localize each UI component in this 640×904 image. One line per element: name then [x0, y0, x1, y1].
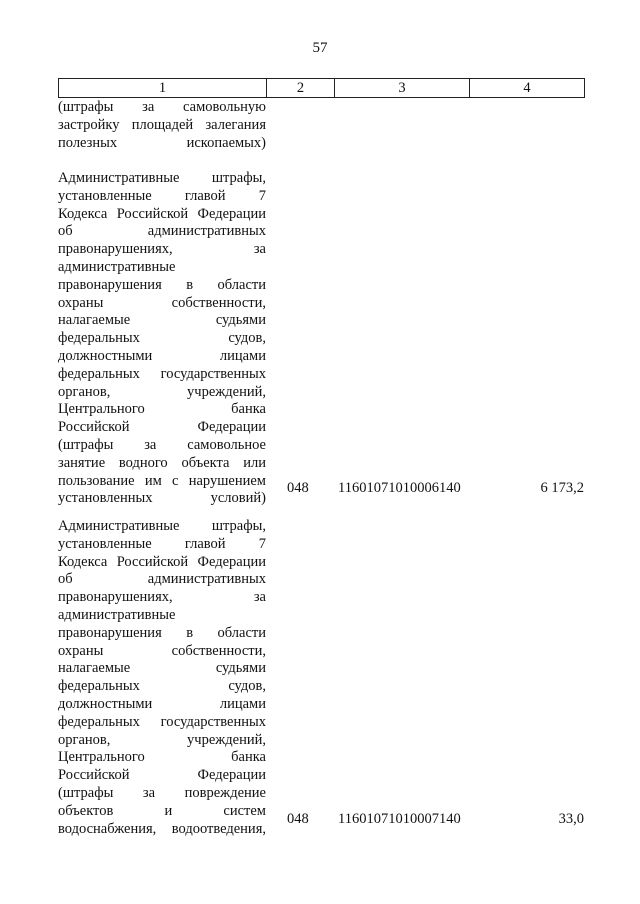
- desc-line: [58, 749, 266, 767]
- desc-line: [58, 241, 266, 259]
- word: самовольное: [187, 436, 266, 453]
- word: штрафы,: [211, 518, 266, 534]
- word: правонарушения: [58, 624, 162, 641]
- word: за: [142, 99, 155, 115]
- word: правонарушения: [58, 276, 162, 293]
- desc-line: [58, 696, 266, 714]
- word: залегания: [205, 116, 266, 133]
- desc-line: [58, 473, 266, 491]
- desc-line: [58, 170, 266, 188]
- desc-line: [58, 348, 266, 366]
- desc-line: [58, 518, 266, 536]
- word: охраны: [58, 294, 104, 311]
- word: административных: [147, 571, 266, 588]
- table-header: [58, 78, 585, 98]
- word: налагаемые: [58, 660, 131, 677]
- table-row-2-description: [58, 518, 266, 838]
- word: Кодекса: [58, 553, 108, 570]
- word: правонарушениях,: [58, 241, 173, 258]
- desc-line: [58, 295, 266, 313]
- desc-line: [58, 455, 266, 473]
- desc-line: [58, 188, 266, 206]
- desc-line: административные: [58, 606, 176, 623]
- desc-line: [58, 589, 266, 607]
- word: Федерации: [197, 419, 266, 436]
- word: Административные: [58, 170, 180, 186]
- word: судов,: [228, 678, 266, 695]
- word: повреждение: [184, 784, 266, 801]
- word: объектов: [58, 802, 114, 819]
- word: налагаемые: [58, 312, 131, 329]
- word: занятие: [58, 454, 106, 471]
- word: нарушением: [188, 472, 266, 489]
- desc-line: [58, 277, 266, 295]
- word: им: [144, 472, 162, 489]
- desc-line: [58, 366, 266, 384]
- word: собственности,: [171, 294, 266, 311]
- word: собственности,: [171, 642, 266, 659]
- word: штрафы,: [211, 170, 266, 186]
- word: за: [253, 589, 266, 606]
- word: области: [217, 624, 266, 641]
- word: установленные: [58, 535, 152, 552]
- word: охраны: [58, 642, 104, 659]
- word: установленные: [58, 187, 152, 204]
- header-col-4: 4: [523, 80, 531, 96]
- word: федеральных: [58, 330, 140, 347]
- desc-line: [58, 803, 266, 821]
- word: за: [253, 241, 266, 258]
- word: 7: [258, 187, 266, 204]
- desc-line: [58, 678, 266, 696]
- page-number: 57: [312, 40, 328, 56]
- desc-line: административные: [58, 258, 176, 275]
- word: Российской: [116, 205, 189, 222]
- word: федеральных: [58, 678, 140, 695]
- word: Центрального: [58, 401, 145, 418]
- desc-line: [58, 99, 266, 117]
- desc-line: [58, 660, 266, 678]
- word: (штрафы: [58, 784, 114, 801]
- word: Федерации: [197, 553, 266, 570]
- desc-line: [58, 554, 266, 572]
- desc-line: полезных ископаемых): [58, 134, 266, 151]
- word: государственных: [160, 365, 266, 382]
- desc-line: [58, 821, 266, 839]
- desc-line: [58, 437, 266, 455]
- word: федеральных: [58, 713, 140, 730]
- word: административных: [147, 223, 266, 240]
- word: лицами: [219, 347, 266, 364]
- word: и: [164, 802, 173, 819]
- word: объекта: [181, 454, 230, 471]
- word: Кодекса: [58, 205, 108, 222]
- word: или: [243, 454, 266, 471]
- word: области: [217, 276, 266, 293]
- desc-line: [58, 643, 266, 661]
- desc-line: [58, 732, 266, 750]
- table-row-2-amount: 33,0: [558, 811, 584, 827]
- word: правонарушениях,: [58, 589, 173, 606]
- word: банка: [231, 749, 266, 766]
- table-row-2-kbk: 11601071010007140: [338, 811, 461, 827]
- desc-line: [58, 714, 266, 732]
- table-row-1-amount: 6 173,2: [540, 480, 584, 496]
- word: водного: [118, 454, 168, 471]
- word: учреждений,: [187, 731, 266, 748]
- word: главой: [184, 535, 226, 552]
- word: за: [144, 436, 157, 453]
- header-col-3: 3: [335, 79, 470, 97]
- desc-line: [58, 767, 266, 785]
- word: в: [186, 276, 194, 293]
- word: лицами: [219, 695, 266, 712]
- word: самовольную: [183, 99, 266, 115]
- word: в: [186, 624, 194, 641]
- table-row-0-description: [58, 99, 266, 152]
- desc-line: [58, 401, 266, 419]
- word: об: [58, 571, 73, 588]
- word: об: [58, 223, 73, 240]
- word: Федерации: [197, 767, 266, 784]
- desc-line: [58, 223, 266, 241]
- word: (штрафы: [58, 99, 114, 115]
- word: должностными: [58, 695, 153, 712]
- word: площадей: [131, 116, 194, 133]
- word: за: [142, 784, 156, 801]
- table-row-2-code: 048: [287, 811, 309, 827]
- word: должностными: [58, 347, 153, 364]
- word: Российской: [58, 767, 130, 784]
- word: судьями: [215, 660, 266, 677]
- desc-line: [58, 625, 266, 643]
- word: судьями: [215, 312, 266, 329]
- word: (штрафы: [58, 436, 114, 453]
- word: Федерации: [197, 205, 266, 222]
- word: водоснабжения,: [58, 820, 157, 837]
- desc-line: [58, 419, 266, 437]
- word: органов,: [58, 731, 111, 748]
- word: учреждений,: [187, 383, 266, 400]
- word: Российской: [116, 553, 189, 570]
- word: 7: [258, 535, 266, 552]
- word: Российской: [58, 419, 130, 436]
- desc-line: [58, 330, 266, 348]
- word: главой: [184, 187, 226, 204]
- table-row-1-description: [58, 170, 266, 508]
- word: органов,: [58, 383, 111, 400]
- word: водоотведения,: [171, 820, 266, 837]
- desc-line: [58, 536, 266, 554]
- table-row-1-kbk: 11601071010006140: [338, 480, 461, 496]
- desc-line: установленных условий): [58, 490, 266, 507]
- desc-line: [58, 384, 266, 402]
- word: систем: [223, 802, 266, 819]
- word: федеральных: [58, 365, 140, 382]
- word: государственных: [160, 713, 266, 730]
- word: судов,: [228, 330, 266, 347]
- desc-line: [58, 785, 266, 803]
- desc-line: [58, 312, 266, 330]
- word: застройку: [58, 116, 120, 133]
- header-col-1: 1: [59, 79, 267, 97]
- word: Административные: [58, 518, 180, 534]
- word: Центрального: [58, 749, 145, 766]
- word: банка: [231, 401, 266, 418]
- table-row-1-code: 048: [287, 480, 309, 496]
- desc-line: [58, 571, 266, 589]
- header-col-2: 2: [267, 79, 335, 97]
- word: пользование: [58, 472, 135, 489]
- word: с: [172, 472, 179, 489]
- desc-line: [58, 117, 266, 135]
- desc-line: [58, 206, 266, 224]
